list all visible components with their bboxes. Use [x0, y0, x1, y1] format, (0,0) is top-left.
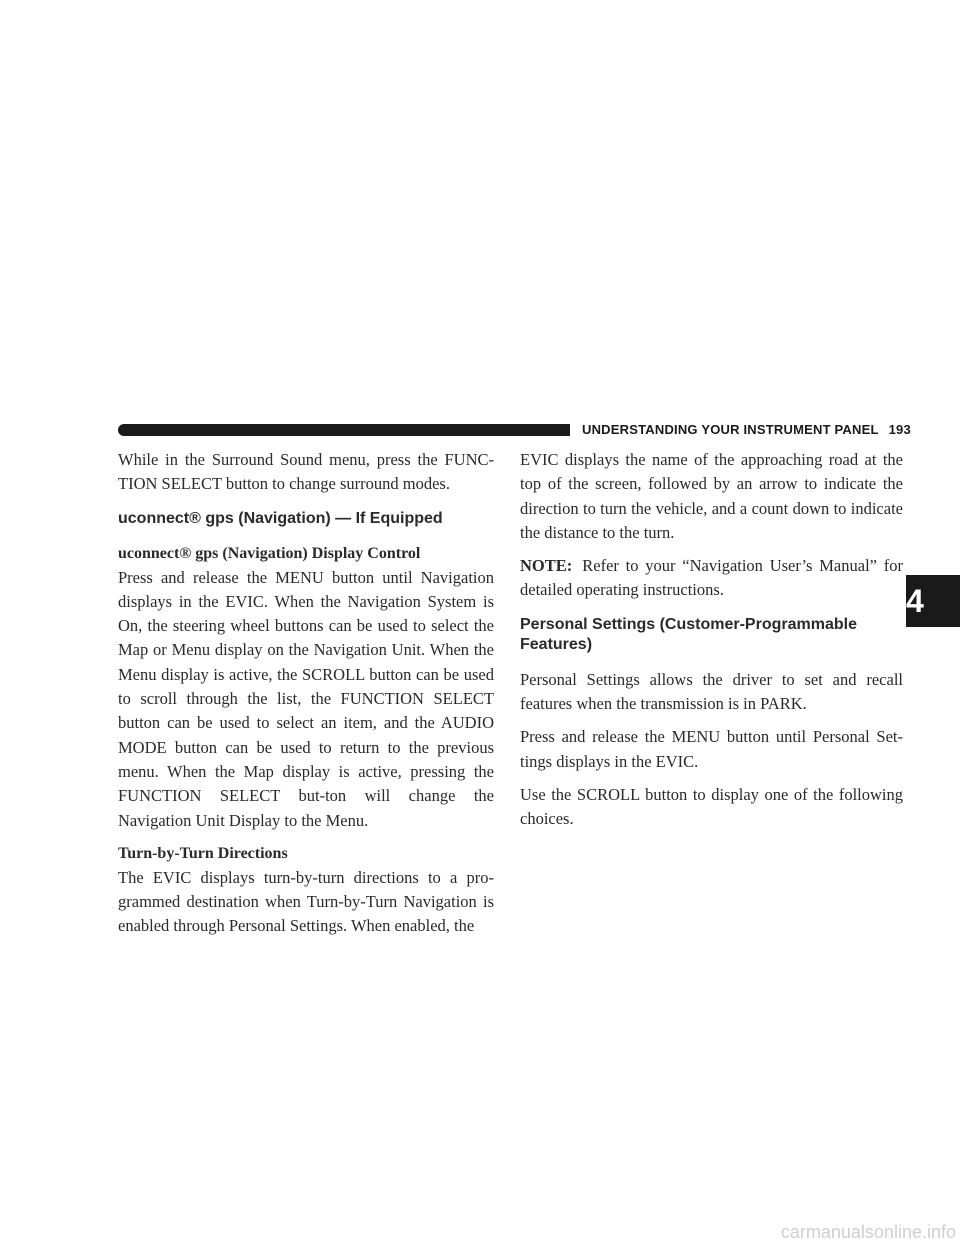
note-paragraph — [520, 554, 903, 603]
right-column — [520, 448, 903, 841]
paragraph-evic-displays: EVIC displays the name of the approaching road at the top of the screen, followed by an arrow to indicate the direction to turn the vehicle, and a count down to indicate the distance to the turn. — [520, 450, 903, 542]
chapter-number: 4 — [906, 583, 924, 619]
heading-personal-settings: Personal Settings (Customer-Programmable Features) — [520, 615, 857, 653]
paragraph-display-control: Press and release the MENU button until Navigation displays in the EVIC. When the Navigation System is On, the steering wheel buttons can be used to select the Map or Menu display on the Navigation Unit. When the Menu display is active, the SCROLL button can be used to scroll through the list, the FUNCTION SELECT button can be used to select an item, and the AUDIO MODE button can be used to return to the previous menu. When the Map display is active, pressing the FUNCTION SELECT but-ton will change the Navigation Unit Display to the Menu. — [118, 567, 494, 830]
subheading-display-control: uconnect® gps (Navigation) Display Control — [118, 544, 421, 562]
paragraph-press-menu: Press and release the MENU button until Personal Set-tings displays in the EVIC. — [520, 727, 903, 771]
paragraph-surround-sound: While in the Surround Sound menu, press the FUNC-TION SELECT button to change surround modes. — [118, 450, 494, 494]
paragraph-personal-settings: Personal Settings allows the driver to set and recall features when the transmission is in PARK. — [520, 669, 903, 714]
heading-uconnect-gps: uconnect® gps (Navigation) — If Equipped — [118, 509, 443, 527]
page-number: 193 — [888, 422, 911, 437]
chapter-tab — [906, 575, 960, 627]
running-header — [582, 422, 911, 437]
header-rule — [118, 424, 570, 436]
subheading-turn-by-turn: Turn-by-Turn Directions — [118, 844, 288, 862]
left-column — [118, 448, 494, 939]
note-text: Refer to your “Navigation User’s Manual” for detailed operating instructions. — [520, 556, 903, 600]
paragraph-turn-by-turn: The EVIC displays turn-by-turn directions to a pro-grammed destination when Turn-by-Turn Navigation is enabled through Personal Settings. When enabled, the — [118, 867, 494, 936]
section-title: UNDERSTANDING YOUR INSTRUMENT PANEL — [582, 422, 879, 437]
note-label: NOTE: — [520, 556, 573, 576]
paragraph-scroll-button: Use the SCROLL button to display one of the following choices. — [520, 784, 903, 829]
watermark: carmanualsonline.info — [780, 1222, 956, 1242]
